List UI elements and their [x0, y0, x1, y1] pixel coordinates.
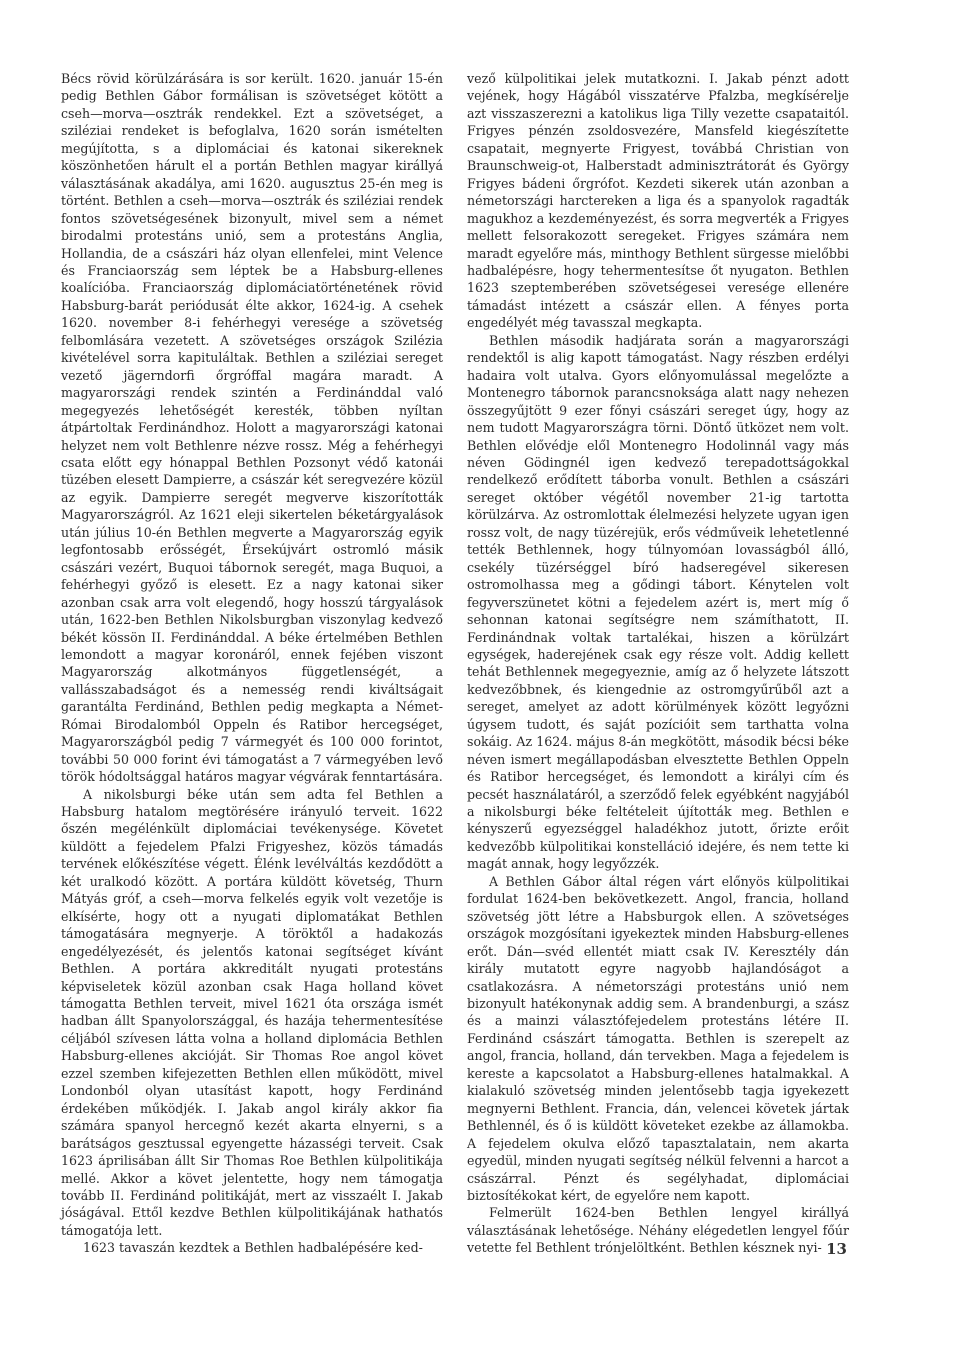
paragraph: Felmerült 1624-ben Bethlen lengyel királlyá választásának lehetősége. Néhány elégedetlen lengyel főúr vetette fel Bethlent trónjelöltként. Bethlen késznek nyi-	[467, 1205, 849, 1256]
paragraph: Bécs rövid körülzárására is sor került. 1620. január 15-én pedig Bethlen Gábor formálisan is szövetséget kötött a cseh—morva—osztrák rendekkel. Ezt a szövetséget, a sziléziai rendeket is befoglalva, 1620 során ismételten megújította, s a diplomáciai és katonai sikereknek köszönhetően hárult el a portán Bethlen magyar királlyá választásának akadálya, ami 1620. augusztus 25-én meg is történt. Bethlen a cseh—morva—osztrák és sziléziai rendek fontos szövetségesének bizonyult, mivel sem a német birodalmi protestáns unió, sem a protestáns Anglia, Hollandia, de a császári ház olyan ellenfelei, mint Velence és Franciaország sem léptek be a Habsburg-ellenes koalícióba. Franciaország diplomáciatörténetének rövid Habsburg-barát periódusát élte akkor, 1624-ig. A csehek 1620. november 8-i fehérhegyi veresége a szövetség felbomlására vezetett. A szövetséges országok Szilézia kivételével sorra kapituláltak. Bethlen a sziléziai sereget vezető jägerndorfi őrgróffal magára maradt. A magyarországi rendek szintén a Ferdinánddal való megegyezés lehetőségét keresték, többen nyíltan átpártoltak Ferdinándhoz. Holott a magyarországi katonai helyzet nem volt Bethlenre nézve rossz. Még a fehérhegyi csata előtt egy hónappal Bethlen Pozsonyt védő katonái tüzében elesett Dampierre, a császár két seregvezére közül az egyik. Dampierre seregét megverve kiszorították Magyarországról. Az 1621 eleji sikertelen béketárgyalások után július 10-én Bethlen megverte a Magyarország egyik legfontosabb erősségét, Érsekújvárt ostromló másik császári vezért, Buquoi tábornok seregét, maga Buquoi, a fehérhegyi győző is elesett. Ez a nagy katonai siker azonban csak arra volt elegendő, hogy hosszú tárgyalások után, 1622-ben Bethlen Nikolsburgban viszonylag kedvező békét kössön II. Ferdinánddal. A béke értelmében Bethlen lemondott a magyar koronáról, ennek fejében viszont Magyarország alkotmányos függetlenségét, a vallásszabadságot és a nemesség rendi kiváltságait garantálta Ferdinánd, Bethlen pedig megkapta a Német-Római Birodalomból Oppeln és Ratibor hercegséget, Magyarországból pedig 7 vármegyét és 100 000 forintot, további 50 000 forint évi támogatást a 7 vármegyében levő török hódoltsággal határos magyar végvárak fenntartására.	[61, 71, 443, 785]
paragraph: Bethlen második hadjárata során a magyarországi rendektől is alig kapott támogatást. Nagy részben erdélyi hadaira volt utalva. Gyors előnyomulással megelőzte a Montenegro tábornok parancsnoksága alatt nagy nehezen összegyűjtött 9 ezer főnyi császári sereget úgy, hogy az nem tudott Magyarországra törni. Döntő ütközet nem volt. Bethlen elővédje elől Montenegro Hodolinnál vagy más néven Gödingnél igen kedvező terepadottságokkal rendelkező erődített táborba vonult. Bethlen a császári sereget október végétől november 21-ig tartotta körülzárva. Az ostromlottak élelmezési helyzete ugyan igen rossz volt, de nagy tüzérejük, erős védműveik lehetetlenné tették Bethlennek, hogy túlnyomóan lovasságból álló, csekély tüzérséggel bíró hadseregével sikeresen ostromolhassa meg a gődingi tábort. Kénytelen volt fegyverszünetet kötni a fejedelem azért is, mert míg ő sehonnan katonai segítségre nem számíthatott, II. Ferdinándnak voltak tartalékai, hiszen a körülzárt egységek, haderejének csak egy része volt. Addig kellett tehát Bethlennek megegyeznie, amíg az ő helyzete látszott kedvezőbbnek, és kiengednie az ostromgyűrűből azt a sereget, amelyet az adott körülmények között legyőzni úgysem tudott, és saját pozícióit sem tarthatta volna sokáig. Az 1624. május 8-án megkötött, második bécsi béke néven ismert megállapodásban elvesztette Bethlen Oppeln és Ratibor hercegséget, és lemondott a királyi cím és pecsét használatáról, a szerződő felek egyébként nagyjából a nikolsburgi béke feltételeit újították meg. Bethlen e kényszerű egyezséggel haladékhoz jutott, őrizte erőit kedvezőbb külpolitikai konstelláció idejére, és nem tette ki magát annak, hogy legyőzzék.	[467, 332, 849, 872]
left-column	[61, 70, 443, 1257]
paragraph: vező külpolitikai jelek mutatkozni. I. Jakab pénzt adott vejének, hogy Hágából visszatérve Pfalzba, megkísérelje azt visszaszerezni a katolikus liga Tilly vezette csapataitól. Frigyes pénzén zsoldosvezére, Mansfeld kiegészítette csapatait, megnyerte Frigyest, továbbá Christian von Braunschweig-ot, Halberstadt adminisztrátorát és György Frigyes bádeni őrgrófot. Kezdeti sikerek után azonban a németországi harctereken a liga és a spanyolok ragadták magukhoz a kezdeményezést, és sorra megverték a Frigyes mellett felsorakozott seregeket. Frigyes számára nem maradt egyelőre más, minthogy Bethlent sürgesse mielőbbi hadbalépésre, hogy tehermentesítse őt nyugaton. Bethlen 1623 szeptemberében szövetségesei veresége ellenére támadást intézett a császár ellen. A fényes porta engedélyét még tavasszal megkapta.	[467, 71, 849, 331]
paragraph: 1623 tavaszán kezdtek a Bethlen hadbalépésére ked-	[83, 1240, 423, 1256]
paragraph: A nikolsburgi béke után sem adta fel Bethlen a Habsburg hatalom megtörésére irányuló terveit. 1622 őszén megélénkült diplomáciai tevékenysége. Követet küldött a fejedelem Pfalzi Frigyeshez, közös támadás tervének előkészítése végett. Élénk levélváltás kezdődött a két uralkodó között. A portára küldött követség, Thurn Mátyás gróf, a cseh—morva felkelés egyik volt vezetője is elkísérte, hogy ott a nyugati diplomatákat Bethlen támogatására megnyerje. A töröktől a hadakozás engedélyezését, és jelentős katonai segítséget kívánt Bethlen. A portára akkreditált nyugati protestáns képviseletek közül azonban csak Haga holland követ támogatta Bethlen terveit, mivel 1621 óta országa ismét hadban állt Spanyolországgal, és hazája tehermentesítése céljából szívesen látta volna a holland diplomácia Bethlen Habsburg-ellenes akcióját. Sir Thomas Roe angol követ ezzel szemben kifejezetten Bethlen ellen működött, mivel Londonból olyan utasítást kapott, hogy Ferdinánd érdekében működjék. I. Jakab angol király akkor fia számára spanyol hercegnő kezét akarta elnyerni, s a barátságos gesztussal egyengette házasségi terveit. Csak 1623 áprilisában állt Sir Thomas Roe Bethlen külpolitikája mellé. Akkor a követ jelentette, hogy nem támogatja tovább II. Ferdinánd politikáját, mert az visszaélt I. Jakab jóságával. Ettől kezdve Bethlen külpolitikájának hathatós támogatója lett.	[61, 786, 443, 1238]
right-column	[467, 70, 849, 1257]
page-number: 13	[826, 1240, 847, 1258]
paragraph: A Bethlen Gábor által régen várt előnyös külpolitikai fordulat 1624-ben bekövetkezett. Angol, francia, holland szövetség jött létre a Habsburgok ellen. A szövetséges országok mozgósítani igyekeztek minden Habsburg-ellenes erőt. Dán—svéd ellentét miatt csak IV. Keresztély dán király mutatott egyre nagyobb hajlandóságot a csatlakozásra. A németországi protestáns unió nem bizonyult hatékonynak addig sem. A brandenburgi, a szász és a mainzi választófejedelem protestáns létére II. Ferdinánd császárt támogatta. Bethlen is szerepelt az angol, francia, holland, dán tervekben. Maga a fejedelem is kereste a kapcsolatot a Habsburg-ellenes hatalmakkal. A kialakuló szövetség minden jelentősebb tagja igyekezett megnyerni Bethlent. Francia, dán, velencei követek jártak Bethlennél, és ő is küldött követeket ezekbe az államokba. A fejedelem okulva előző tapasztalatain, nem akarta egyedül, minden nyugati segítség nélkül felvenni a harcot a császárral. Pénzt és segélyhadat, diplomáciai biztosítékokat kért, de egyelőre nem kapott.	[467, 873, 849, 1203]
